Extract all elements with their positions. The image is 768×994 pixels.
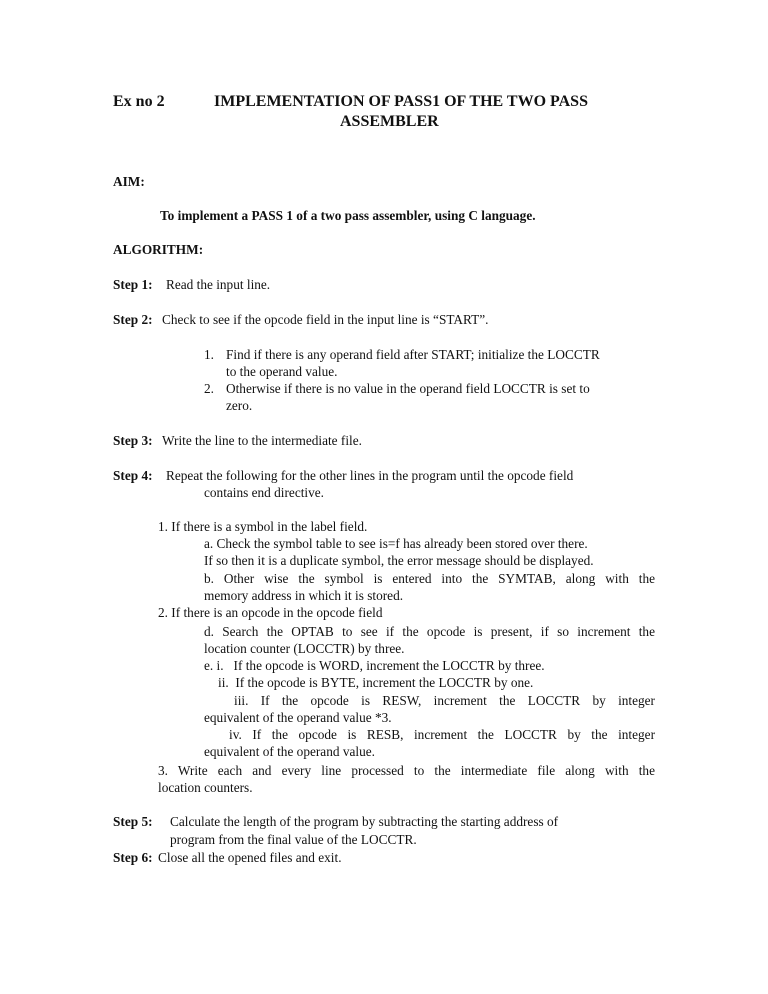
step2-item2-line1: Otherwise if there is no value in the operand field LOCCTR is set to: [226, 381, 590, 396]
step4-sub1b: b. Other wise the symbol is entered into the SYMTAB, along with the: [204, 571, 655, 586]
page-title-line2: ASSEMBLER: [340, 113, 439, 130]
step3-label: Step 3:: [113, 433, 153, 448]
step2-item1-line2: to the operand value.: [226, 364, 338, 379]
aim-text: To implement a PASS 1 of a two pass assembler, using C language.: [160, 208, 536, 223]
page-title-line1: IMPLEMENTATION OF PASS1 OF THE TWO PASS: [214, 93, 588, 110]
step5-line1: Calculate the length of the program by subtracting the starting address of: [170, 814, 559, 829]
step2-item1-line1: Find if there is any operand field after START; initialize the LOCCTR: [226, 347, 600, 362]
aim-heading: AIM:: [113, 174, 145, 189]
step1-label: Step 1:: [113, 277, 153, 292]
step2-label: Step 2:: [113, 312, 153, 327]
step4-label: Step 4:: [113, 468, 153, 483]
step3-text: Write the line to the intermediate file.: [162, 433, 362, 448]
step2-item2-line2: zero.: [226, 398, 253, 413]
step4-sub2iii: iii. If the opcode is RESW, increment the LOCCTR by integer: [234, 693, 655, 708]
step5-label: Step 5:: [113, 814, 153, 829]
step2-item1-number: 1.: [204, 347, 214, 362]
step4-sub2d: d. Search the OPTAB to see if the opcode is present, if so increment the: [204, 624, 655, 639]
exercise-number: Ex no 2: [113, 93, 165, 110]
step4-sub2iv: iv. If the opcode is RESB, increment the LOCCTR by the integer: [229, 727, 655, 742]
step4-sub1: 1. If there is a symbol in the label field.: [158, 519, 368, 534]
step4-sub2: 2. If there is an opcode in the opcode field: [158, 605, 383, 620]
step4-sub2e: e. i. If the opcode is WORD, increment the LOCCTR by three.: [204, 658, 545, 673]
step1-text: Read the input line.: [166, 277, 271, 292]
step4-sub2iv-line2: equivalent of the operand value.: [204, 744, 375, 759]
step6-text: Close all the opened files and exit.: [158, 850, 342, 865]
step4-line1: Repeat the following for the other lines in the program until the opcode field: [166, 468, 574, 483]
step4-sub3-line2: location counters.: [158, 780, 253, 795]
step4-sub1a-line2: If so then it is a duplicate symbol, the error message should be displayed.: [204, 553, 594, 568]
step4-sub3: 3. Write each and every line processed to the intermediate file along with the: [158, 763, 655, 778]
step4-sub2d-line2: location counter (LOCCTR) by three.: [204, 641, 405, 656]
step6-label: Step 6:: [113, 850, 153, 865]
step4-sub2iii-line2: equivalent of the operand value *3.: [204, 710, 392, 725]
step2-item2-number: 2.: [204, 381, 214, 396]
step4-line2: contains end directive.: [204, 485, 324, 500]
step5-line2: program from the final value of the LOCCTR.: [170, 832, 417, 847]
algorithm-heading: ALGORITHM:: [113, 242, 204, 257]
step2-text: Check to see if the opcode field in the input line is “START”.: [162, 312, 489, 327]
step4-sub1a: a. Check the symbol table to see is=f has already been stored over there.: [204, 536, 588, 551]
step4-sub1b-line2: memory address in which it is stored.: [204, 588, 404, 603]
step4-sub2ii: ii. If the opcode is BYTE, increment the LOCCTR by one.: [218, 675, 534, 690]
